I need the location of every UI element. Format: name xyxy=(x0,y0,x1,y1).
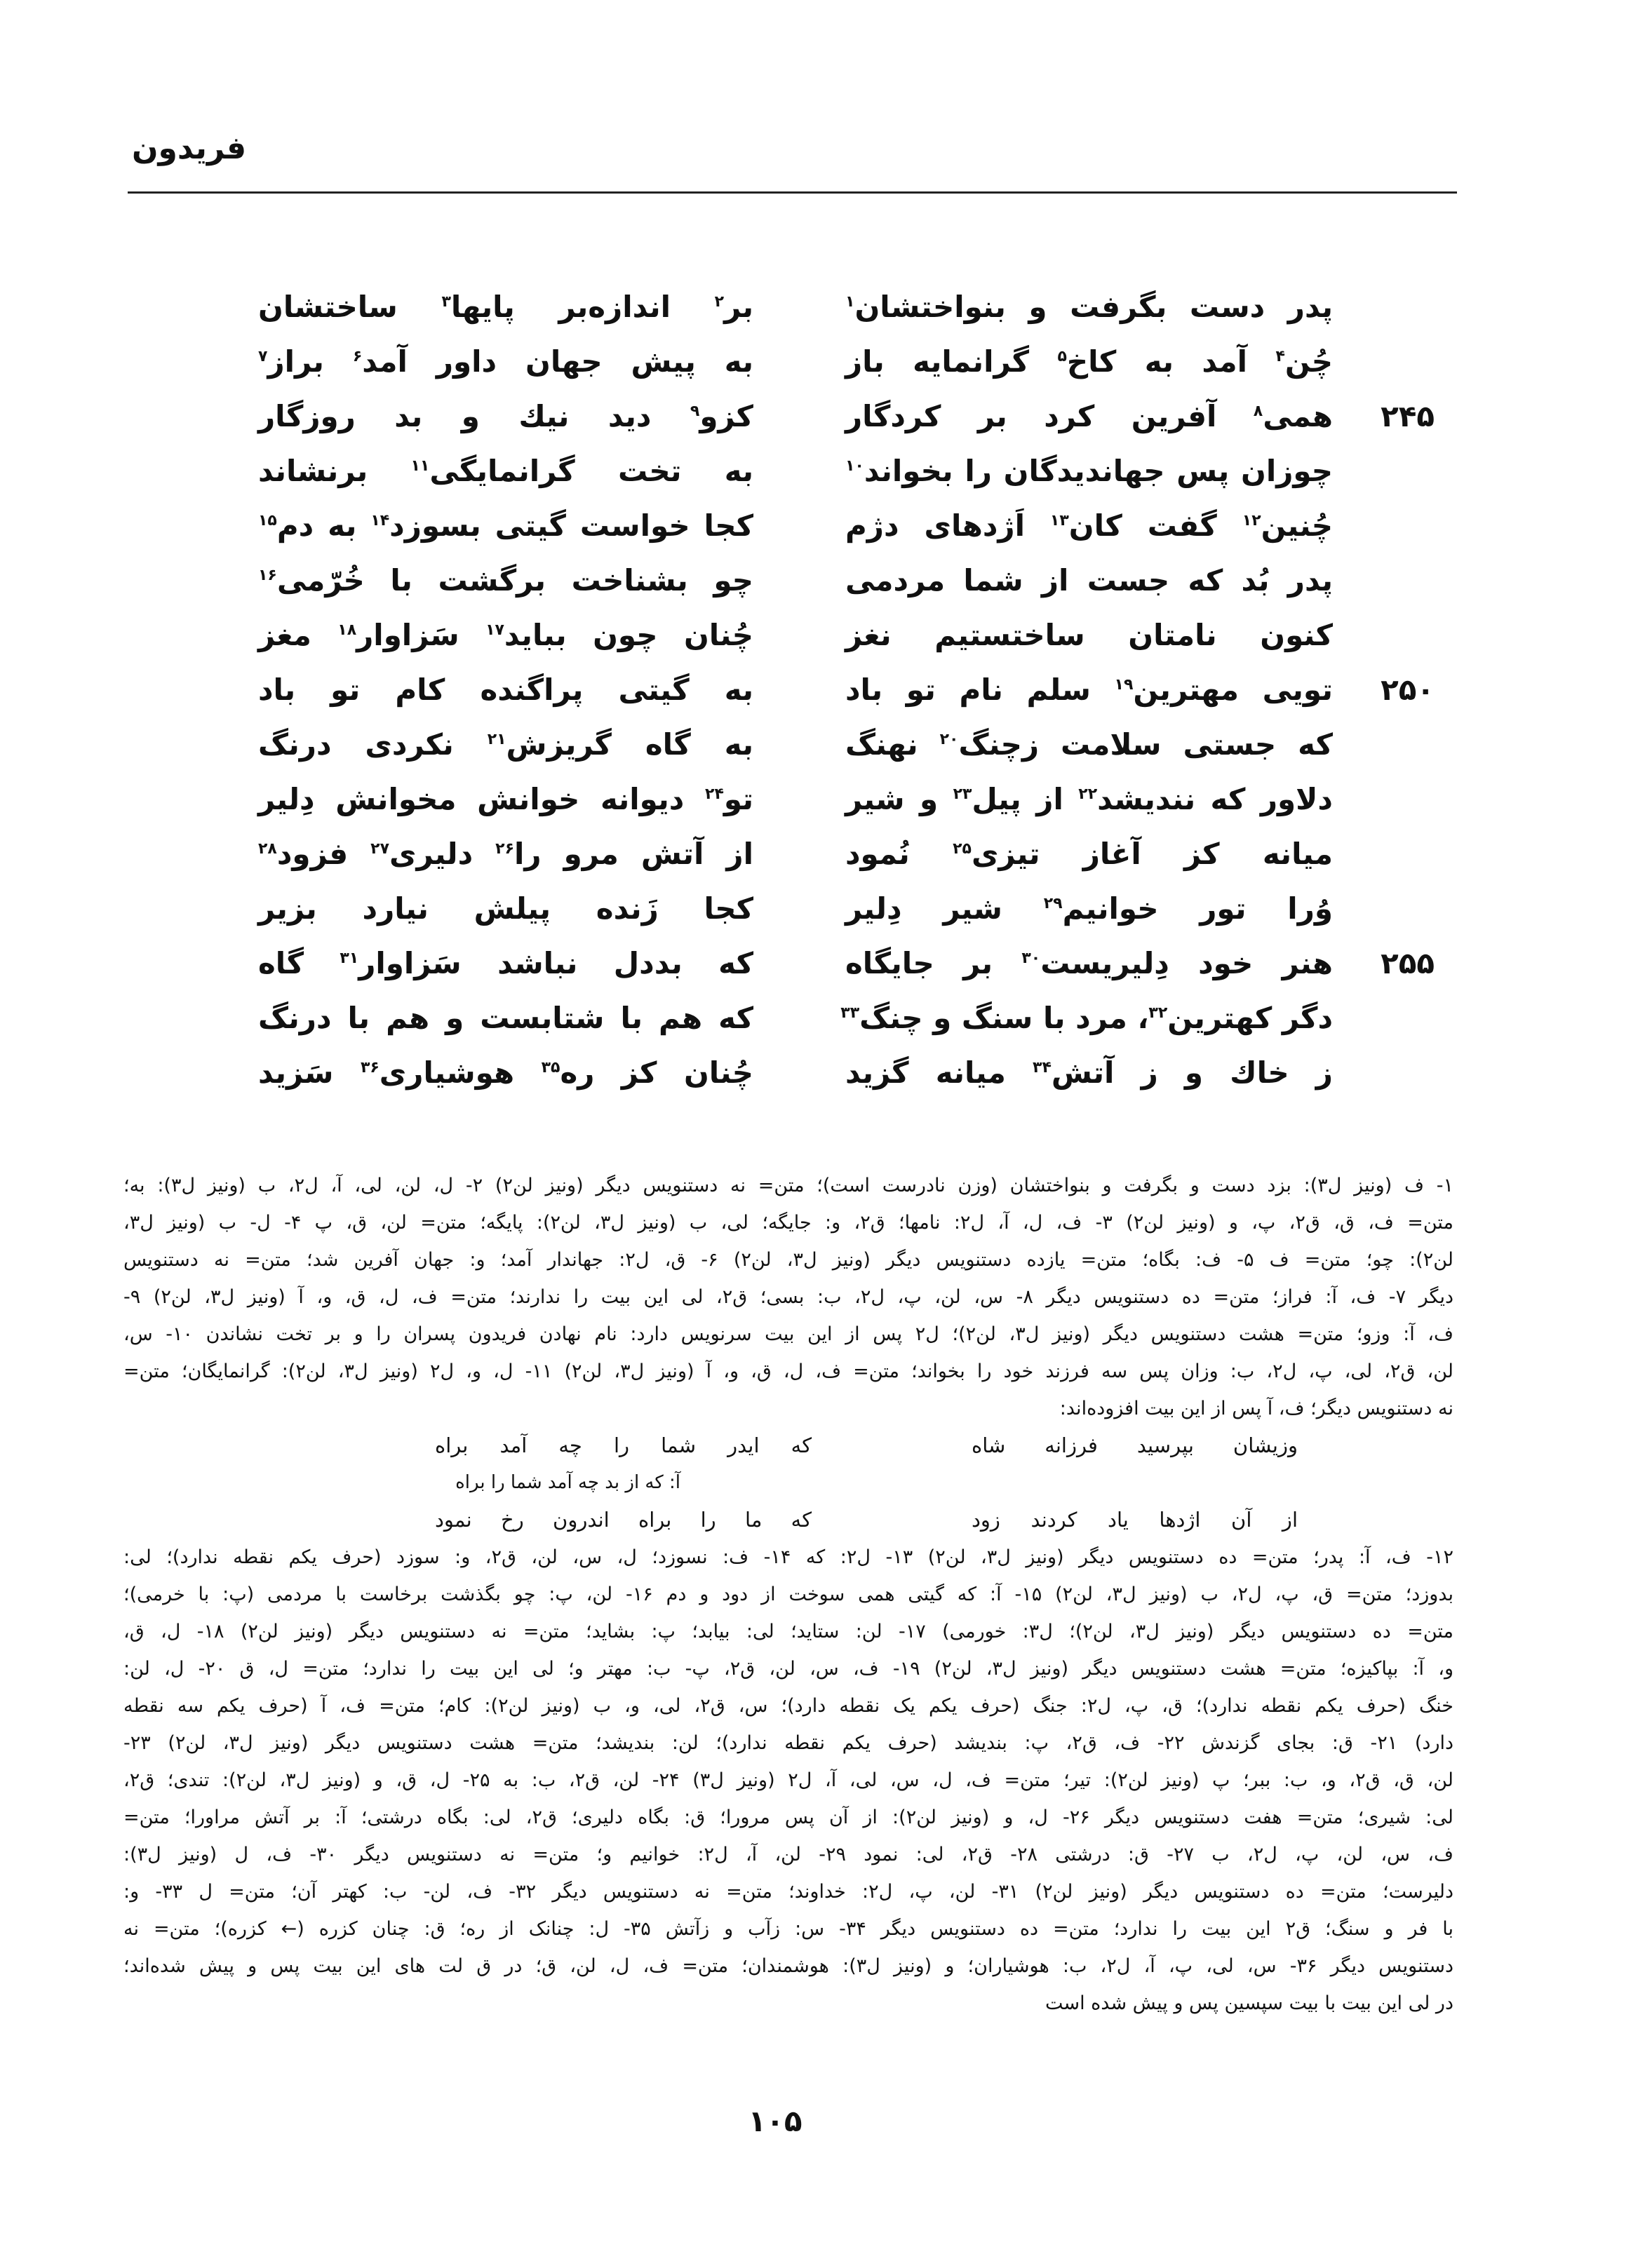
verse-line xyxy=(0,663,1652,717)
first-hemistich: پدر بُد که جست از شما مردمی xyxy=(845,563,1333,598)
first-hemistich: پدر دست بگرفت و بنواختشان$^۱$ xyxy=(845,290,1333,324)
first-hemistich: چُنین$^{۱۲}$ گفت کان$^{۱۳}$ اَژدهای دژم xyxy=(845,508,1333,543)
verse-line xyxy=(0,717,1652,772)
added-verse-second-hemistich: که ایدر شما را چه آمد براه xyxy=(435,1433,812,1457)
footnote-marker: ۲۷ xyxy=(370,840,390,858)
second-hemistich: چُنان چون بباید$^{۱۷}$ سَزاوار$^{۱۸}$ مغز xyxy=(258,618,753,652)
first-hemistich: چُن$^۴$ آمد به کاخ$^۵$ گرانمایه باز xyxy=(845,344,1333,379)
added-verse-second-hemistich: که ما را براه اندرون رخ نمود xyxy=(435,1508,812,1532)
running-header-title: فریدون xyxy=(132,130,247,166)
page-number: ۱۰۵ xyxy=(748,2104,803,2138)
footnote-line: لن، ق، ق۲، و، ب: ببر؛ پ (ونیز لن۲): تیر؛ متن= ف، ل، س، لی، آ، ل۲ (ونیز ل۳) ۲۴- لن، ق۲، ب: به ۲۵- ل، ق، و (ونیز ل۳، لن۲): تندی؛ ق۲، xyxy=(123,1769,1453,1791)
verse-line xyxy=(0,280,1652,335)
verse-line xyxy=(0,1046,1652,1100)
second-hemistich: تو$^{۲۴}$ دیوانه خوانش مخوانش دِلیر xyxy=(258,782,753,816)
footnote-line: با فر و سنگ؛ ق۲ این بیت را ندارد؛ متن= ده دستنویس دیگر ۳۴- س: زآب و زآتش ۳۵- ل: چنانک از ره؛ ق: چنان کزره (← کزره)؛ متن= نه xyxy=(123,1918,1453,1940)
footnote-marker: ۱۰ xyxy=(845,457,864,475)
second-hemistich: به گاه گریزش$^{۲۱}$ نکردی درنگ xyxy=(258,727,753,762)
second-hemistich: کزو$^۹$ دید نیك و بد روزگار xyxy=(258,399,753,433)
first-hemistich: ز خاك و ز آتش$^{۳۴}$ میانه گزید xyxy=(845,1055,1333,1090)
first-hemistich: تویی مهترین$^{۱۹}$ سلم نام تو باد xyxy=(845,673,1333,707)
footnote-marker: ۱۲ xyxy=(1242,512,1261,529)
footnote-marker: ۳ xyxy=(441,293,451,311)
verse-number: ۲۵۰ xyxy=(1381,673,1435,707)
first-hemistich: دگر کهترین$^{۳۲}$، مرد با سنگ و چنگ$^{۳۳}$ xyxy=(840,1001,1333,1035)
second-hemistich: کجا زَنده پیلش نیارد بزیر xyxy=(258,891,753,926)
verse-line xyxy=(0,389,1652,444)
footnotes xyxy=(123,1167,1453,2022)
footnote-marker: ۲۳ xyxy=(953,785,972,803)
footnote-marker: ۳۶ xyxy=(360,1059,380,1076)
footnote-line: خنگ (حرف یکم نقطه ندارد)؛ ق، پ، ل۲: جنگ (حرف یکم یک نقطه دارد)؛ س، ق۲، لی، و، ب (ونیز لن۲): کام؛ متن= ف، آ (حرف یکم سه نقطه xyxy=(123,1695,1454,1717)
header-rule xyxy=(128,191,1457,194)
footnote-marker: ۵ xyxy=(1057,348,1067,365)
added-verse xyxy=(123,1427,1453,1464)
footnote-line: نه دستنویس دیگر؛ ف، آ پس از این بیت افزوده‌اند: xyxy=(1059,1398,1453,1419)
first-hemistich: که جستی سلامت زچنگ$^{۲۰}$ نهنگ xyxy=(845,727,1333,762)
footnote-marker: ۱ xyxy=(845,293,855,311)
second-hemistich: به تخت گرانمایگی$^{۱۱}$ برنشاند xyxy=(258,454,753,488)
verse-line xyxy=(0,772,1652,827)
footnote-marker: ۱۵ xyxy=(258,512,277,529)
footnote-marker: ۲۱ xyxy=(487,731,506,748)
second-hemistich: چو بشناخت برگشت با خُرّمی$^{۱۶}$ xyxy=(258,563,753,598)
footnote-line: متن= ف، ق، ق۲، پ، و (ونیز لن۲) ۳- ف، ل، آ، ل۲: نامها؛ ق۲، و: جایگه؛ لی، ب (ونیز ل۳، لن۲): پایگه؛ متن= لن، ق، پ ۴- ل- ب (ونیز ل۳، xyxy=(123,1212,1454,1234)
verse-line xyxy=(0,608,1652,663)
second-hemistich: به گیتی پراگنده کام تو باد xyxy=(258,673,753,707)
verse-line xyxy=(0,936,1652,991)
footnote-line: در لی این بیت با بیت سپسین پس و پیش شده است xyxy=(1045,1992,1453,2014)
first-hemistich: میانه کز آغاز تیزی$^{۲۵}$ نُمود xyxy=(845,837,1333,871)
second-hemistich: از آتش مرو را$^{۲۶}$ دلیری$^{۲۷}$ فزود$^{۲۸}$ xyxy=(258,837,753,871)
footnote-line: دارد) ۲۱- ق: بجای گزندش ۲۲- ف، ق۲، پ: بندیشد (حرف یکم نقطه ندارد)؛ لن: بندیشد؛ متن= هشت دستنویس دیگر (ونیز ل۳، لن۲) ۲۳- xyxy=(123,1732,1454,1754)
first-hemistich: هنر خود دِلیریست$^{۳۰}$ بر جایگاه xyxy=(845,946,1333,980)
verse-line xyxy=(0,827,1652,882)
added-verse-first-hemistich: وزیشان بپرسید فرزانه شاه xyxy=(972,1433,1298,1457)
footnote-marker: ۳۲ xyxy=(1148,1004,1168,1022)
footnote-marker: ۱۷ xyxy=(485,621,504,639)
footnote-line: دستنویس دیگر ۳۶- س، لی، پ، آ، ل۲، ب: هوشیاران؛ و (ونیز ل۳): هوشمندان؛ متن= ف، ل، لن، ق؛ در ق لت های این بیت پس و پیش شده‌اند؛ xyxy=(123,1955,1453,1977)
added-verse xyxy=(123,1501,1453,1539)
footnote-marker: ۱۳ xyxy=(1049,512,1069,529)
footnote-marker: ۳۳ xyxy=(840,1004,860,1022)
footnote-marker: ۱۴ xyxy=(370,512,390,529)
footnote-marker: ۲۶ xyxy=(495,840,514,858)
verse-number: ۲۴۵ xyxy=(1381,399,1435,433)
footnote-marker: ۲۸ xyxy=(258,840,277,858)
footnote-marker: ۴ xyxy=(1275,348,1285,365)
first-hemistich: وُرا تور خوانیم$^{۲۹}$ شیر دِلیر xyxy=(845,891,1333,926)
footnote-marker: ۳۰ xyxy=(1021,950,1041,967)
second-hemistich: که بددل نباشد سَزاوار$^{۳۱}$ گاه xyxy=(258,946,753,980)
footnote-marker: ۲ xyxy=(714,293,725,311)
second-hemistich: کجا خواست گیتی بسوزد$^{۱۴}$ به دم$^{۱۵}$ xyxy=(258,508,753,543)
first-hemistich: همی$^۸$ آفرین کرد بر کردگار xyxy=(845,399,1333,433)
footnote-line: دیگر ۷- ف، آ: فراز؛ متن= ده دستنویس دیگر ۸- س، لن، پ، ل۲، ب: بسی؛ ق۲، لی این بیت را ندارند؛ متن= ف، ل، ق، و، آ (ونیز ل۳، لن۲) ۹- xyxy=(123,1286,1454,1308)
variant-text: آ: که از بد چه آمد شما را براه xyxy=(455,1472,680,1493)
added-verse-first-hemistich: از آن اژدها یاد کردند زود xyxy=(972,1508,1298,1532)
footnote-line: لن۲): چو؛ متن= ف ۵- ف: بگاه؛ متن= یازده دستنویس دیگر (ونیز ل۳، لن۲) ۶- ق، ل۲: جهاندار آمد؛ و: جهان آفرین شد؛ متن= نه دستنویس xyxy=(123,1249,1454,1271)
verse-line xyxy=(0,499,1652,553)
footnote-marker: ۲۴ xyxy=(705,785,724,803)
second-hemistich: بر$^۲$ اندازه‌بر پایها$^۳$ ساختشان xyxy=(258,290,753,324)
footnote-marker: ۲۰ xyxy=(939,731,959,748)
verse-number: ۲۵۵ xyxy=(1381,946,1435,980)
footnote-marker: ۱۹ xyxy=(1114,676,1134,694)
second-hemistich: که هم با شتابست و هم با درنگ xyxy=(258,1001,753,1035)
footnote-line: لی: شیری؛ متن= هفت دستنویس دیگر ۲۶- ل، و (ونیز لن۲): از آن پس مرورا؛ ق: بگاه دلیری؛ ق۲، لی: بگاه درشتی؛ آ: بر آتش مراورا؛ متن= xyxy=(123,1807,1454,1828)
footnote-marker: ۸ xyxy=(1253,403,1263,420)
verse-line xyxy=(0,991,1652,1046)
footnote-marker: ۲۵ xyxy=(953,840,972,858)
footnote-marker: ۹ xyxy=(690,403,700,420)
variant-note xyxy=(123,1464,1453,1501)
verse-line xyxy=(0,444,1652,499)
footnote-line: متن= ده دستنویس دیگر (ونیز ل۳، لن۲)؛ ل۳: خورمی) ۱۷- لن: ستاید؛ لی: بیابد؛ پ: بشاید؛ متن= نه دستنویس دیگر (ونیز لن۲) ۱۸- ل، ق، xyxy=(123,1621,1453,1642)
verse-line xyxy=(0,553,1652,608)
first-hemistich: کنون نامتان ساختستیم نغز xyxy=(845,618,1333,652)
verse-line xyxy=(0,882,1652,936)
footnote-marker: ۱۶ xyxy=(258,567,277,584)
footnote-marker: ۲۹ xyxy=(1043,895,1063,912)
footnote-line: ۱۲- ف، آ: پدر؛ متن= ده دستنویس دیگر (ونیز ل۳، لن۲) ۱۳- ل۲: که ۱۴- ف: نسوزد؛ ل، س، لن، ق۲، و: سوزد (حرف یکم نقطه ندارد)؛ لی: xyxy=(123,1546,1453,1568)
verse-line xyxy=(0,335,1652,389)
second-hemistich: به پیش جهان داور آمد$^۶$ براز$^۷$ xyxy=(258,344,753,379)
footnote-line: لن، ق۲، لی، پ، ل۲، ب: وزان پس سه فرزند خود را بخواند؛ متن= ف، ل، ق، و، آ (ونیز ل۳، لن۲) ۱۱- ل، و، ل۲ (ونیز ل۳، لن۲): گرانمایگان؛ متن= xyxy=(123,1361,1454,1382)
footnote-marker: ۷ xyxy=(258,348,268,365)
footnote-line: ف، س، لن، پ، ل۲، ب ۲۷- ق: درشتی ۲۸- ق۲، لی: نمود ۲۹- لن، آ، ل۲: خوانیم و؛ متن= نه دستنویس دیگر ۳۰- ف، ل (ونیز ل۳): xyxy=(123,1844,1453,1865)
footnote-marker: ۶ xyxy=(352,348,363,365)
first-hemistich: چوزان پس جهاندیدگان را بخواند$^{۱۰}$ xyxy=(845,454,1333,488)
footnote-marker: ۳۱ xyxy=(340,950,359,967)
first-hemistich: دلاور که نندیشد$^{۲۲}$ از پیل$^{۲۳}$ و شیر xyxy=(845,782,1333,816)
second-hemistich: چُنان کز ره$^{۳۵}$ هوشیاری$^{۳۶}$ سَزید xyxy=(258,1055,753,1090)
footnote-line: دلیرست؛ متن= ده دستنویس دیگر (ونیز لن۲) ۳۱- لن، پ، ل۲: خداوند؛ متن= نه دستنویس دیگر ۳۲- ف، لن- ب: کهتر آن؛ متن= ل ۳۳- و: xyxy=(123,1881,1453,1903)
footnote-line: ۱- ف (ونیز ل۳): بزد دست و بگرفت و بنواختشان (وزن نادرست است)؛ متن= نه دستنویس دیگر (ونیز لن۲) ۲- ل، لن، لی، آ، ل۲، ب (ونیز ل۳): به؛ xyxy=(123,1175,1453,1196)
footnote-line: بدوزد؛ متن= ق، پ، ل۲، ب (ونیز ل۳، لن۲) ۱۵- آ: که گیتی همی سوخت از دود و دم ۱۶- لن، پ: چو بگذشت برخاست با مردمی (پ: با خرمی)؛ xyxy=(123,1584,1454,1605)
footnote-marker: ۳۵ xyxy=(541,1059,560,1076)
footnote-line: و، آ: بپاکیزه؛ متن= هشت دستنویس دیگر (ونیز ل۳، لن۲) ۱۹- ف، س، لن، ق۲، پ- ب: مهتر و؛ لی این بیت را ندارد؛ متن= ل، ق ۲۰- ل، لن: xyxy=(123,1658,1453,1680)
footnote-marker: ۱۸ xyxy=(337,621,357,639)
footnote-marker: ۲۲ xyxy=(1078,785,1098,803)
footnote-marker: ۳۴ xyxy=(1033,1059,1052,1076)
footnote-line: ف، آ: وزو؛ متن= هشت دستنویس دیگر (ونیز ل۳، لن۲)؛ ل۲ پس از این بیت سرنویس دارد: نام نهادن فریدون پسران را و بر تخت نشاندن ۱۰- س، xyxy=(123,1323,1453,1345)
footnote-marker: ۱۱ xyxy=(410,457,430,475)
